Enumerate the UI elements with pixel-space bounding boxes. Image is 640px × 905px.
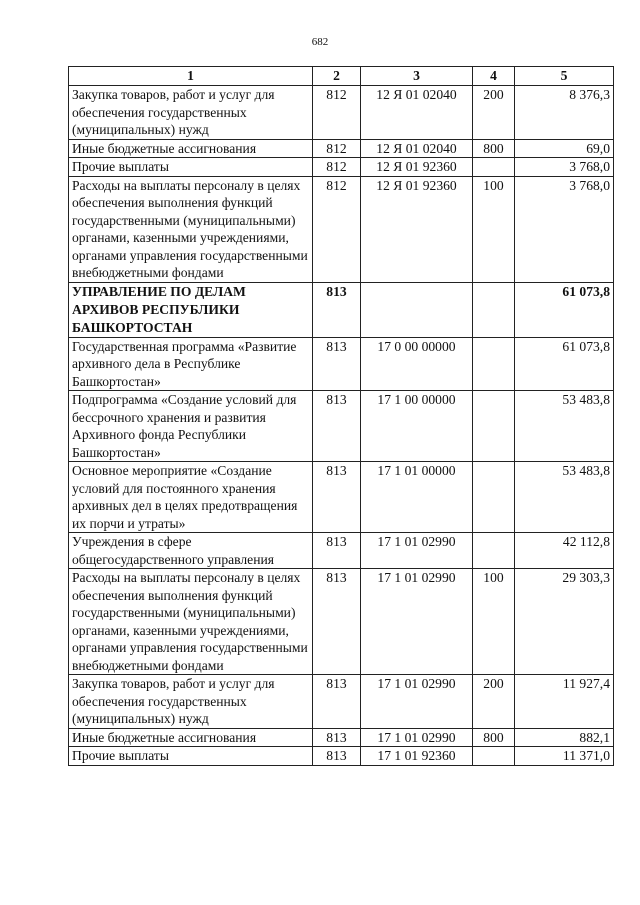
row-expense-type-cell: 100 — [473, 176, 515, 282]
row-name-cell: Прочие выплаты — [69, 747, 313, 766]
column-header-department: 2 — [313, 67, 361, 86]
table-row — [69, 728, 614, 747]
row-department-cell: 812 — [313, 158, 361, 177]
row-department-cell: 813 — [313, 391, 361, 462]
row-target-item-cell — [361, 282, 473, 337]
row-target-item-cell: 12 Я 01 92360 — [361, 158, 473, 177]
row-name-cell: УПРАВЛЕНИЕ ПО ДЕЛАМ АРХИВОВ РЕСПУБЛИКИ БАШКОРТОСТАН — [69, 282, 313, 337]
table-row — [69, 176, 614, 282]
row-department-cell: 813 — [313, 675, 361, 729]
row-name-cell: Основное мероприятие «Создание условий для постоянного хранения архивных дел в целях предотвращения их порчи и утраты» — [69, 462, 313, 533]
row-amount-cell: 3 768,0 — [515, 158, 614, 177]
row-amount-cell: 69,0 — [515, 139, 614, 158]
row-name-cell: Прочие выплаты — [69, 158, 313, 177]
row-target-item-cell: 12 Я 01 92360 — [361, 176, 473, 282]
table-row — [69, 391, 614, 462]
row-expense-type-cell: 200 — [473, 675, 515, 729]
row-department-cell: 813 — [313, 569, 361, 675]
row-name-cell: Расходы на выплаты персоналу в целях обеспечения выполнения функций государственными (муниципальными) органами, казенными учреждениями, органами управления государственными внебюджетными фондами — [69, 569, 313, 675]
row-expense-type-cell: 800 — [473, 728, 515, 747]
row-name-cell: Учреждения в сфере общегосударственного управления — [69, 533, 313, 569]
row-department-cell: 813 — [313, 282, 361, 337]
row-expense-type-cell — [473, 337, 515, 391]
row-expense-type-cell — [473, 462, 515, 533]
row-expense-type-cell — [473, 282, 515, 337]
row-name-cell: Закупка товаров, работ и услуг для обеспечения государственных (муниципальных) нужд — [69, 675, 313, 729]
column-header-target-item: 3 — [361, 67, 473, 86]
table-body — [69, 86, 614, 766]
row-amount-cell: 882,1 — [515, 728, 614, 747]
row-department-cell: 813 — [313, 747, 361, 766]
row-expense-type-cell — [473, 158, 515, 177]
page-number: 682 — [311, 36, 329, 48]
row-amount-cell: 61 073,8 — [515, 282, 614, 337]
row-amount-cell: 29 303,3 — [515, 569, 614, 675]
row-target-item-cell: 12 Я 01 02040 — [361, 86, 473, 140]
table-row — [69, 158, 614, 177]
row-target-item-cell: 17 1 00 00000 — [361, 391, 473, 462]
row-amount-cell: 11 371,0 — [515, 747, 614, 766]
row-department-cell: 813 — [313, 728, 361, 747]
table-row — [69, 569, 614, 675]
row-amount-cell: 8 376,3 — [515, 86, 614, 140]
row-target-item-cell: 17 1 01 02990 — [361, 675, 473, 729]
row-expense-type-cell — [473, 747, 515, 766]
table-row — [69, 533, 614, 569]
column-header-expense-type: 4 — [473, 67, 515, 86]
row-target-item-cell: 17 1 01 00000 — [361, 462, 473, 533]
row-name-cell: Государственная программа «Развитие архивного дела в Республике Башкортостан» — [69, 337, 313, 391]
row-amount-cell: 53 483,8 — [515, 391, 614, 462]
row-name-cell: Расходы на выплаты персоналу в целях обеспечения выполнения функций государственными (муниципальными) органами, казенными учреждениями, органами управления государственными внебюджетными фондами — [69, 176, 313, 282]
row-target-item-cell: 17 1 01 92360 — [361, 747, 473, 766]
table-row — [69, 462, 614, 533]
row-amount-cell: 42 112,8 — [515, 533, 614, 569]
table-row — [69, 337, 614, 391]
row-target-item-cell: 17 1 01 02990 — [361, 533, 473, 569]
table-row — [69, 86, 614, 140]
row-name-cell: Иные бюджетные ассигнования — [69, 139, 313, 158]
row-expense-type-cell: 200 — [473, 86, 515, 140]
row-department-cell: 813 — [313, 462, 361, 533]
table-row — [69, 675, 614, 729]
row-target-item-cell: 17 1 01 02990 — [361, 569, 473, 675]
row-target-item-cell: 17 1 01 02990 — [361, 728, 473, 747]
row-name-cell: Иные бюджетные ассигнования — [69, 728, 313, 747]
row-name-cell: Подпрограмма «Создание условий для бессрочного хранения и развития Архивного фонда Республики Башкортостан» — [69, 391, 313, 462]
budget-table — [68, 66, 614, 766]
row-target-item-cell: 17 0 00 00000 — [361, 337, 473, 391]
table-header-row — [69, 67, 614, 86]
row-expense-type-cell: 100 — [473, 569, 515, 675]
row-amount-cell: 53 483,8 — [515, 462, 614, 533]
row-name-cell: Закупка товаров, работ и услуг для обеспечения государственных (муниципальных) нужд — [69, 86, 313, 140]
row-department-cell: 813 — [313, 533, 361, 569]
row-department-cell: 812 — [313, 176, 361, 282]
table-row — [69, 747, 614, 766]
column-header-name: 1 — [69, 67, 313, 86]
column-header-amount: 5 — [515, 67, 614, 86]
row-department-cell: 812 — [313, 86, 361, 140]
row-expense-type-cell — [473, 533, 515, 569]
row-amount-cell: 61 073,8 — [515, 337, 614, 391]
table-row — [69, 282, 614, 337]
row-expense-type-cell — [473, 391, 515, 462]
row-expense-type-cell: 800 — [473, 139, 515, 158]
row-amount-cell: 3 768,0 — [515, 176, 614, 282]
row-department-cell: 812 — [313, 139, 361, 158]
table-row — [69, 139, 614, 158]
row-target-item-cell: 12 Я 01 02040 — [361, 139, 473, 158]
row-amount-cell: 11 927,4 — [515, 675, 614, 729]
row-department-cell: 813 — [313, 337, 361, 391]
